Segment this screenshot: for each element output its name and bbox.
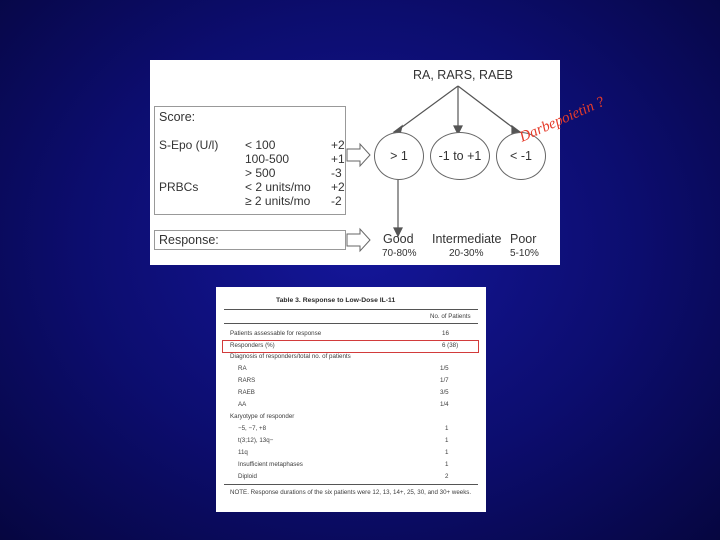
arrow-score-to-circle — [347, 144, 370, 166]
table-row-label: Responders (%) — [230, 342, 275, 349]
table-row-label: Insufficient metaphases — [238, 461, 303, 468]
response-intermediate-label: Intermediate — [432, 232, 502, 246]
score-range: 100-500 — [245, 152, 290, 166]
table-row-label: −5, −7, +8 — [238, 425, 267, 432]
il11-response-table — [216, 287, 486, 512]
table-col-header: No. of Patients — [430, 313, 471, 320]
table-row-value: 1 — [445, 449, 449, 456]
score-circle-label: -1 to +1 — [438, 149, 482, 163]
darbepoietin-text-graphic — [518, 60, 628, 150]
response-good-pct: 70-80% — [382, 248, 417, 259]
score-title: Score: — [159, 110, 196, 124]
connector-right — [458, 86, 516, 130]
darbepoietin-text: Darbepoietin ? — [518, 93, 607, 146]
table-row-label: Diploid — [238, 473, 257, 480]
table-row-value: 1 — [445, 437, 449, 444]
table-row-label: Karyotype of responder — [230, 413, 295, 420]
table-row-label: 11q — [238, 449, 248, 456]
score-circle-label: > 1 — [390, 149, 408, 163]
table-row-value: 3/5 — [440, 389, 449, 396]
score-circle-mid — [430, 132, 490, 180]
table-row-label: RAEB — [238, 389, 255, 396]
darbepoietin-annotation — [518, 60, 628, 150]
table-row-label: Diagnosis of responders/total no. of patients — [230, 353, 351, 360]
arrow-response — [347, 229, 370, 251]
table-row-value: 1 — [445, 461, 449, 468]
response-poor-pct: 5-10% — [510, 248, 539, 259]
score-points: +2 — [331, 138, 345, 152]
table-row-value: 1 — [445, 425, 449, 432]
table-row-label: t(3;12), 13q− — [238, 437, 274, 444]
flowchart-top-label: RA, RARS, RAEB — [413, 68, 514, 82]
score-points: -3 — [331, 166, 342, 180]
score-circle-high — [374, 132, 424, 180]
table-note: NOTE. Response durations of the six patients were 12, 13, 14+, 25, 30, and 30+ weeks. — [230, 489, 472, 496]
table-row-label: Patients assessable for response — [230, 330, 322, 337]
score-range: ≥ 2 units/mo — [245, 194, 311, 208]
score-param: PRBCs — [159, 180, 199, 194]
table-row-value: 1/7 — [440, 377, 449, 384]
score-points: -2 — [331, 194, 342, 208]
score-points: +2 — [331, 180, 345, 194]
response-intermediate-pct: 20-30% — [449, 248, 484, 259]
connector-left — [398, 86, 458, 130]
table-top-rule — [224, 309, 478, 310]
table-row-value: 2 — [445, 473, 449, 480]
table-row-label: RARS — [238, 377, 256, 384]
table-row-value: 16 — [442, 330, 449, 337]
score-range: < 100 — [245, 138, 276, 152]
score-range: < 2 units/mo — [245, 180, 311, 194]
table-row-label: AA — [238, 401, 247, 408]
response-good-label: Good — [383, 232, 414, 246]
table-row-label: RA — [238, 365, 247, 372]
table-title: Table 3. Response to Low-Dose IL-11 — [276, 297, 396, 304]
response-label: Response: — [159, 233, 219, 247]
score-circle-label: < -1 — [510, 149, 532, 163]
response-poor-label: Poor — [510, 232, 537, 246]
table-header-rule — [224, 323, 478, 324]
score-points: +1 — [331, 152, 345, 166]
score-param: S-Epo (U/l) — [159, 138, 219, 152]
flowchart-figure — [150, 60, 560, 265]
score-range: > 500 — [245, 166, 276, 180]
table-bottom-rule — [224, 484, 478, 485]
table-row-value: 1/5 — [440, 365, 449, 372]
table-row-value: 1/4 — [440, 401, 449, 408]
table-row-value: 6 (38) — [442, 342, 459, 349]
